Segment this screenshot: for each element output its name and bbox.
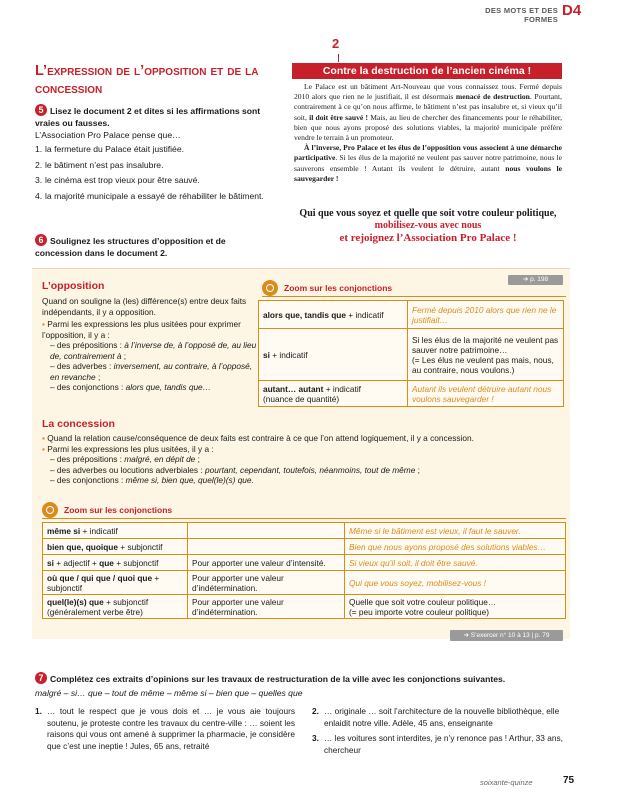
exercise-intro: L’Association Pro Palace pense que… xyxy=(35,130,181,140)
page-number-words: soixante-quinze xyxy=(480,778,533,787)
list-item: 2. … originale … soit l’architecture de la nouvelle bibliothèque, elle enlaidit notre ville. Adèle, 45 ans, enseignante xyxy=(312,706,560,728)
list-item: 3. … les voitures sont interdites, je n’y renonce pas ! Arthur, 33 ans, chercheur xyxy=(312,733,563,755)
section-subtitle: DES MOTS ET DES FORMES xyxy=(485,6,558,24)
table-row: bien que, quoique + subjonctif Bien que nous ayons proposé des solutions viables… xyxy=(43,539,566,555)
exercise-6 xyxy=(35,234,270,259)
exercise-instruction: Lisez le document 2 et dites si les affirmations sont vraies ou fausses. xyxy=(35,106,261,128)
document-closing: Qui que vous soyez et quelle que soit votre couleur politique, mobilisez-vous avec nous et rejoignez l’Association Pro Palace ! xyxy=(299,208,557,244)
table-row: alors que, tandis que + indicatif Fermé depuis 2010 alors que rien ne le justifiait… xyxy=(259,301,564,329)
concession-explanation: ▪ Quand la relation cause/conséquence de deux faits est contraire à ce que l’on attend logiquement, il y a concession. ▪ Parmi les expressions les plus usitées, il y a : – des prépositions : malgré, en dépit de ; – des adverbes ou locutions adverbiales : pourtant, cependant, toutefois, néanmoins, tout de même ; – des conjonctions : même si, bien que, quel(le)(s) que. xyxy=(42,433,474,485)
magnifier-icon xyxy=(42,502,58,518)
document-paragraph: À l’inverse, Pro Palace et les élus de l’opposition vous associent à une démarche participative. Si les élus de la majorité ne veulent pas sauver notre patrimoine, nous le sauverons ensemble ! Autant ils veulent le détruire, autant nous voulons le sauvegarder ! xyxy=(294,143,562,183)
document-body xyxy=(294,82,562,184)
concession-title: La concession xyxy=(42,418,115,430)
divider xyxy=(42,518,566,519)
page-reference[interactable]: ➔ p. 198 xyxy=(508,275,563,285)
document-title: Contre la destruction de l’ancien cinéma ! xyxy=(292,63,562,79)
table-row: autant… autant + indicatif (nuance de quantité) Autant ils veulent détruire autant nous voulons sauvegarder ! xyxy=(259,381,564,407)
exercise-items-right xyxy=(312,706,572,760)
table-row: si + indicatif Si les élus de la majorité ne veulent pas sauver notre patrimoine… (= Les élus ne veulent pas mais, nous, au contraire, nous voulons.) xyxy=(259,329,564,381)
divider xyxy=(262,296,566,297)
unit-label: D4 xyxy=(562,2,582,19)
exercise-items-left xyxy=(35,706,295,756)
document-number: 2 xyxy=(332,36,340,51)
document-paragraph: Le Palace est un bâtiment Art-Nouveau que vous connaissez tous. Fermé depuis 2010 alors que rien ne le justifiait, il est désormais menacé de destruction. Pourtant, contrairement à ce qu’on nous affirme, le bâtiment n’est pas insalubre et, si vieux qu’il soit, il doit être sauvé ! Mais, au lieu de chercher des financements pour le réhabiliter, bien que nous ayons proposé des solutions viables, la majorité municipale préfère vendre le terrain à un promoteur. xyxy=(294,82,562,143)
opposition-conjunctions-table xyxy=(258,300,564,407)
exercise-number: 7 xyxy=(35,672,47,684)
exercise-number: 6 xyxy=(35,234,47,246)
opposition-title: L’opposition xyxy=(42,280,105,292)
list-item: 1. la fermeture du Palace était justifiée. xyxy=(35,144,185,154)
table-row: même si + indicatif Même si le bâtiment est vieux, il faut le sauver. xyxy=(43,523,566,539)
zoom-title: Zoom sur les conjonctions xyxy=(284,283,393,293)
table-row: si + adjectif + que + subjonctif Pour apporter une valeur d’intensité. Si vieux qu’il soit, il doit être sauvé. xyxy=(43,555,566,571)
exercise-instruction: Complétez ces extraits d’opinions sur les travaux de restructuration de la ville avec les conjonctions suivantes. xyxy=(50,674,506,684)
zoom-title: Zoom sur les conjonctions xyxy=(64,505,173,515)
exercise-number: 5 xyxy=(35,104,47,116)
concession-conjunctions-table xyxy=(42,522,566,619)
statement-list xyxy=(35,144,275,206)
list-item: 4. la majorité municipale a essayé de réhabiliter le bâtiment. xyxy=(35,190,264,201)
exercise-7 xyxy=(35,672,570,685)
exercise-reference[interactable]: ➔ S’exercer n° 10 à 13 | p. 79 xyxy=(450,630,563,641)
exercise-instruction: Soulignez les structures d’opposition et de concession dans le document 2. xyxy=(35,236,226,258)
table-row: où que / qui que / quoi que + subjonctif Pour apporter une valeur d’indétermination. Qui que vous soyez, mobilisez-vous ! xyxy=(43,571,566,595)
page-number: 75 xyxy=(563,775,575,786)
list-item: 1. … tout le respect que je vous dois et … je vous aie toujours soutenu, je proteste contre les travaux du centre-ville : … soient les raisons qui vous ont amené à supprimer la pharmacie, je considère que c’est une ineptie ! Jules, 65 ans, retraité xyxy=(35,706,295,751)
document-number-line xyxy=(338,54,339,62)
table-row: quel(le)(s) que + subjonctif (généralement verbe être) Pour apporter une valeur d’indétermination. Quelle que soit votre couleur politique… (= peu importe votre couleur politique) xyxy=(43,595,566,619)
word-bank: malgré – si… que – tout de même – même si – bien que – quelles que xyxy=(35,688,303,698)
list-item: 3. le cinéma est trop vieux pour être sauvé. xyxy=(35,175,200,185)
list-item: 2. le bâtiment n’est pas insalubre. xyxy=(35,159,164,170)
exercise-5 xyxy=(35,104,270,129)
opposition-explanation: Quand on souligne la (les) différence(s) entre deux faits indépendants, il y a opposition. ▪ Parmi les expressions les plus usitées pour exprimer l’opposition, il y a : – des prépositions : à l’inverse de, à l’opposé de, au lieu de, contrairement à ; – des adverbes : inversement, au contraire, à l’opposé, en revanche ; – des conjonctions : alors que, tandis que… xyxy=(42,296,257,392)
magnifier-icon xyxy=(262,280,278,296)
section-title: L’expression de l’opposition et de la concession xyxy=(35,63,259,97)
